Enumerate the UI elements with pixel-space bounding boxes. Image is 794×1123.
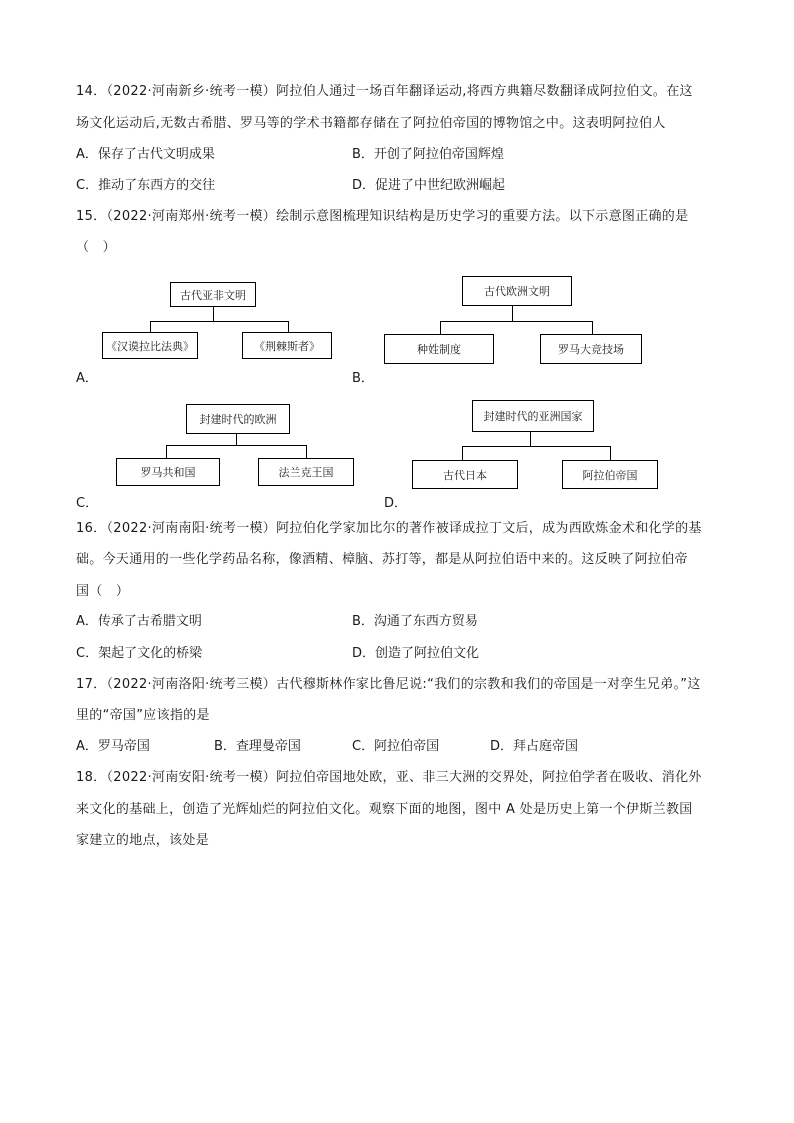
q18-stem-line3: 家建立的地点，该处是 [76, 833, 210, 848]
q17-stem-line2: 里的“帝国”应该指的是 [76, 708, 210, 723]
diagram-d-connector [610, 446, 611, 460]
q15-stem-line1: 15．（2022·河南郑州·统考一模）绘制示意图梳理知识结构是历史学习的重要方法。以下示意图正确的是 [76, 209, 689, 224]
diagram-d-connector [530, 432, 531, 446]
diagram-b-left-box: 种姓制度 [384, 334, 494, 364]
diagram-c-connector [166, 445, 167, 458]
diagram-d-top-box: 封建时代的亚洲国家 [472, 400, 594, 432]
q14-option-a[interactable]: A．保存了古代文明成果 [76, 147, 215, 162]
q16-stem-line3: 国（ ） [76, 584, 130, 599]
diagram-c-connector [166, 445, 306, 446]
diagram-a-connector [150, 321, 288, 322]
q18-stem-line1: 18．（2022·河南安阳·统考一模）阿拉伯帝国地处欧，亚、非三大洲的交界处，阿拉伯学者在吸收、消化外 [76, 770, 702, 785]
diagram-a-top-box: 古代亚非文明 [170, 282, 256, 307]
q14-option-c[interactable]: C．推动了东西方的交往 [76, 178, 216, 193]
q14-option-d[interactable]: D．促进了中世纪欧洲崛起 [352, 178, 506, 193]
diagram-d-connector [462, 446, 610, 447]
diagram-c-connector [236, 434, 237, 445]
diagram-c-top-box: 封建时代的欧洲 [186, 404, 290, 434]
q14-option-b[interactable]: B．开创了阿拉伯帝国辉煌 [352, 147, 504, 162]
diagram-a-connector [213, 307, 214, 321]
diagram-b-label[interactable]: B． [352, 371, 374, 386]
diagram-b-connector [592, 321, 593, 334]
diagram-d-left-box: 古代日本 [412, 460, 518, 489]
diagram-a-label[interactable]: A． [76, 371, 98, 386]
q18-stem-line2: 来文化的基础上，创造了光辉灿烂的阿拉伯文化。观察下面的地图，图中 A 处是历史上第一个伊斯兰教国 [76, 802, 693, 817]
q17-option-c[interactable]: C．阿拉伯帝国 [352, 739, 440, 754]
q16-stem-line1: 16．（2022·河南南阳·统考一模）阿拉伯化学家加比尔的著作被译成拉丁文后，成为西欧炼金术和化学的基 [76, 521, 702, 536]
diagram-b-right-box: 罗马大竞技场 [540, 334, 642, 364]
q17-option-d[interactable]: D．拜占庭帝国 [490, 739, 579, 754]
q16-option-d[interactable]: D．创造了阿拉伯文化 [352, 646, 480, 661]
diagram-c-label[interactable]: C． [76, 496, 99, 511]
diagram-d-label[interactable]: D． [384, 496, 408, 511]
diagram-b-connector [440, 321, 441, 334]
diagram-c-left-box: 罗马共和国 [116, 458, 220, 486]
q17-option-b[interactable]: B．查理曼帝国 [214, 739, 301, 754]
diagram-a-right-box: 《荆棘斯者》 [242, 332, 332, 359]
diagram-d-right-box: 阿拉伯帝国 [562, 460, 658, 489]
diagram-a-connector [150, 321, 151, 332]
diagram-c-right-box: 法兰克王国 [258, 458, 354, 486]
diagram-b-top-box: 古代欧洲文明 [462, 276, 572, 306]
diagram-b-connector [440, 321, 592, 322]
diagram-c-connector [306, 445, 307, 458]
diagram-a-connector [288, 321, 289, 332]
q16-option-c[interactable]: C．架起了文化的桥梁 [76, 646, 203, 661]
q14-stem-line1: 14．（2022·河南新乡·统考一模）阿拉伯人通过一场百年翻译运动,将西方典籍尽数翻译成阿拉伯文。在这 [76, 84, 693, 99]
diagram-d-connector [462, 446, 463, 460]
q16-stem-line2: 础。今天通用的一些化学药品名称，像酒精、樟脑、苏打等，都是从阿拉伯语中来的。这反映了阿拉伯帝 [76, 552, 688, 567]
q17-option-a[interactable]: A．罗马帝国 [76, 739, 150, 754]
q16-option-a[interactable]: A．传承了古希腊文明 [76, 614, 202, 629]
q17-stem-line1: 17．（2022·河南洛阳·统考三模）古代穆斯林作家比鲁尼说:“我们的宗教和我们的帝国是一对孪生兄弟。”这 [76, 677, 701, 692]
q15-stem-line2: （ ） [76, 240, 116, 255]
q14-stem-line2: 场文化运动后,无数古希腊、罗马等的学术书籍都存储在了阿拉伯帝国的博物馆之中。这表明阿拉伯人 [76, 116, 666, 131]
q16-option-b[interactable]: B．沟通了东西方贸易 [352, 614, 478, 629]
diagram-a-left-box: 《汉谟拉比法典》 [102, 332, 198, 359]
diagram-b-connector [512, 306, 513, 321]
